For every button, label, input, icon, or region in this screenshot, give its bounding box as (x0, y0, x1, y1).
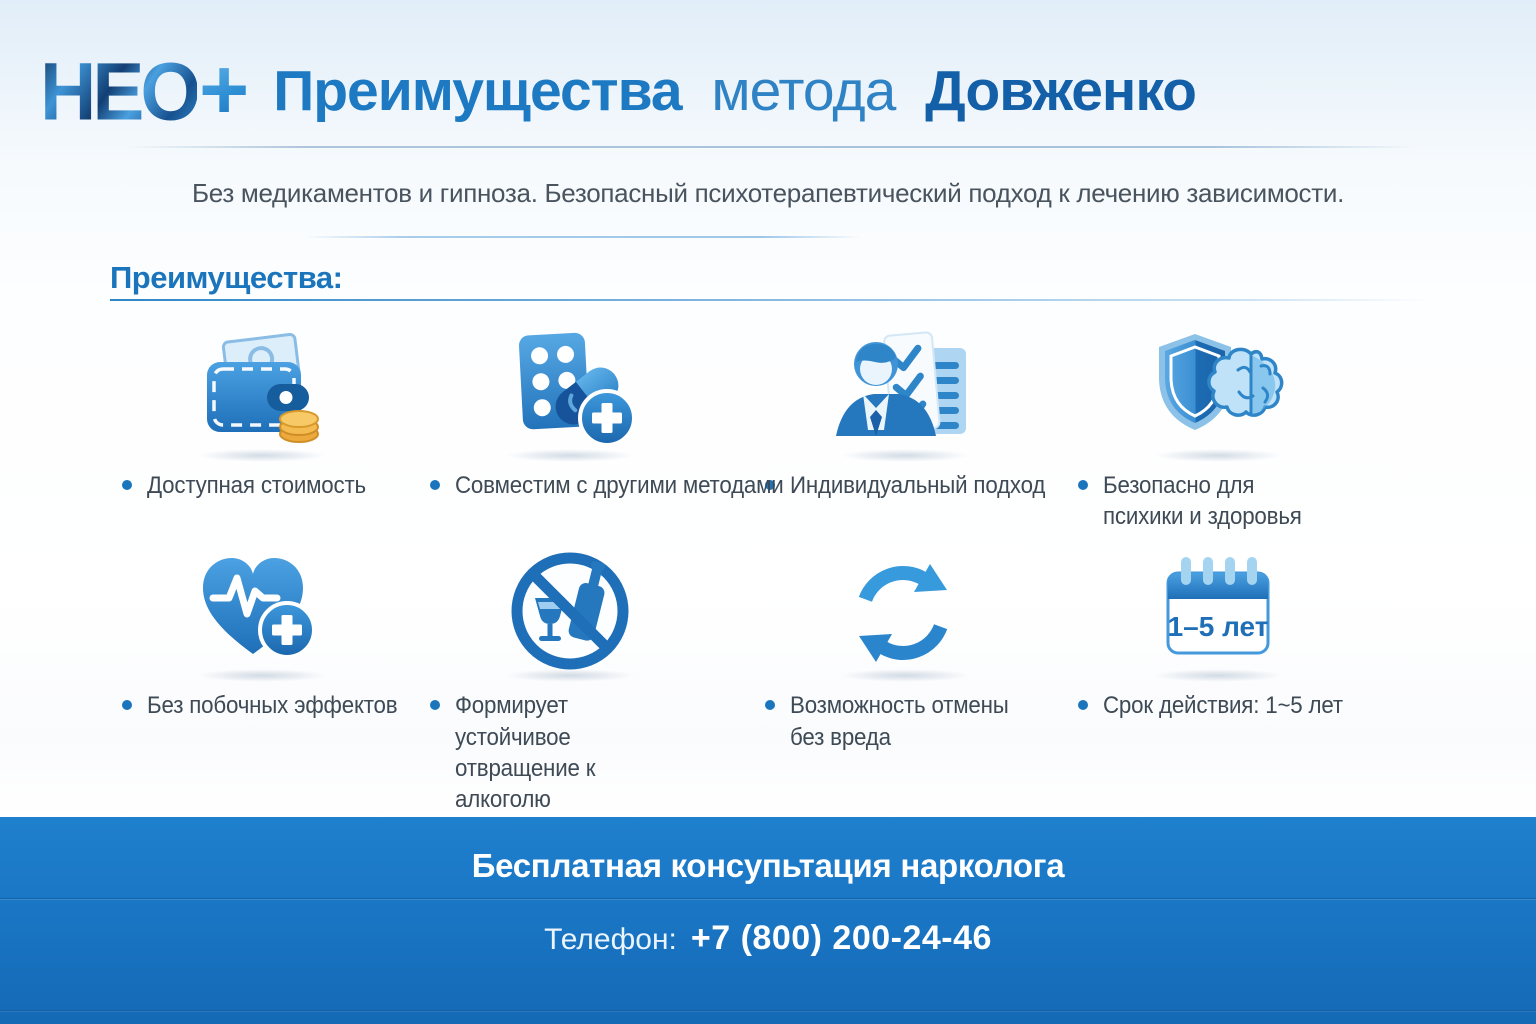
clinic-logo (40, 42, 250, 139)
subtitle-divider (305, 236, 860, 238)
feature-label-row (1068, 690, 1361, 721)
bullet-icon (430, 480, 440, 490)
feature-label: Совместим с другими методами (455, 472, 784, 499)
icon-shadow (1153, 449, 1283, 462)
feature-label: Доступная стоимость (147, 472, 366, 499)
section-heading-underline (110, 299, 1428, 301)
feature-item (755, 532, 1060, 815)
feature-label-row (755, 690, 1042, 752)
feature-label: Возможность отмены без вреда (790, 692, 1009, 751)
bullet-icon (1078, 480, 1088, 490)
phone-number: +7 (800) 200-24-46 (690, 919, 992, 957)
logo-plus-icon: + (199, 42, 250, 139)
icon-shadow (197, 669, 327, 682)
subtitle: Без медикаментов и гипноза. Безопасный психотерапевтический подход к лечению зависимости. (191, 178, 1345, 208)
no-alcohol-icon (504, 548, 636, 673)
feature-label-row (112, 690, 416, 721)
header-divider (125, 146, 1416, 148)
icon-shadow (840, 449, 970, 462)
icon-box (112, 532, 412, 682)
features-grid (112, 312, 1500, 815)
feature-label: Срок действия: 1~5 лет (1103, 692, 1343, 720)
title-word-2: метода (711, 59, 896, 123)
pills-icon (495, 328, 645, 453)
icon-shadow (505, 669, 635, 682)
feature-label: Без побочных эффектов (147, 692, 398, 720)
footer-divider (0, 898, 1536, 899)
icon-box (420, 532, 720, 682)
footer-banner (0, 817, 1536, 1024)
page-title (273, 58, 1196, 124)
feature-label-row (112, 470, 382, 501)
shield-brain-icon (1143, 328, 1293, 453)
feature-label-row (420, 470, 808, 501)
icon-shadow (840, 669, 970, 682)
title-word-3: Довженко (925, 59, 1196, 123)
calendar-icon (1143, 551, 1293, 673)
feature-label-row (755, 470, 1064, 501)
title-word-1: Преимущества (273, 59, 682, 123)
bullet-icon (765, 700, 775, 710)
icon-shadow (505, 449, 635, 462)
icon-box (755, 312, 1055, 462)
feature-item (1068, 312, 1500, 532)
feature-item (755, 312, 1060, 532)
heart-plus-icon (187, 548, 337, 673)
feature-item (1068, 532, 1500, 815)
icon-box (1068, 532, 1368, 682)
calendar-icon-text: 1–5 лет (1167, 611, 1269, 643)
icon-box (112, 312, 412, 462)
icon-box (420, 312, 720, 462)
bullet-icon (122, 480, 132, 490)
refresh-arrows-icon (835, 551, 975, 673)
feature-item (112, 532, 412, 815)
footer-title: Бесплатная консупьтация нарколога (471, 847, 1065, 884)
header (40, 42, 1196, 139)
icon-box (755, 532, 1055, 682)
feature-item (112, 312, 412, 532)
feature-label-row (420, 690, 707, 815)
section-heading: Преимущества: (110, 260, 343, 295)
feature-label: Индивидуальный подход (790, 472, 1046, 499)
logo-text: НЕО (40, 44, 198, 138)
feature-item (420, 312, 784, 532)
person-checklist-icon (830, 328, 980, 453)
icon-shadow (1153, 669, 1283, 682)
phone-row (0, 919, 1536, 958)
bullet-icon (1078, 700, 1088, 710)
feature-item (420, 532, 747, 815)
feature-label-row (1068, 470, 1355, 532)
feature-label: Формирует устойчивое отвращение к алкоголю (455, 692, 596, 813)
bullet-icon (430, 700, 440, 710)
bullet-icon (122, 700, 132, 710)
feature-label: Безопасно для психики и здоровья (1103, 472, 1302, 531)
icon-shadow (197, 449, 327, 462)
icon-box (1068, 312, 1368, 462)
phone-label: Телефон: (544, 923, 677, 956)
wallet-icon (187, 328, 337, 453)
